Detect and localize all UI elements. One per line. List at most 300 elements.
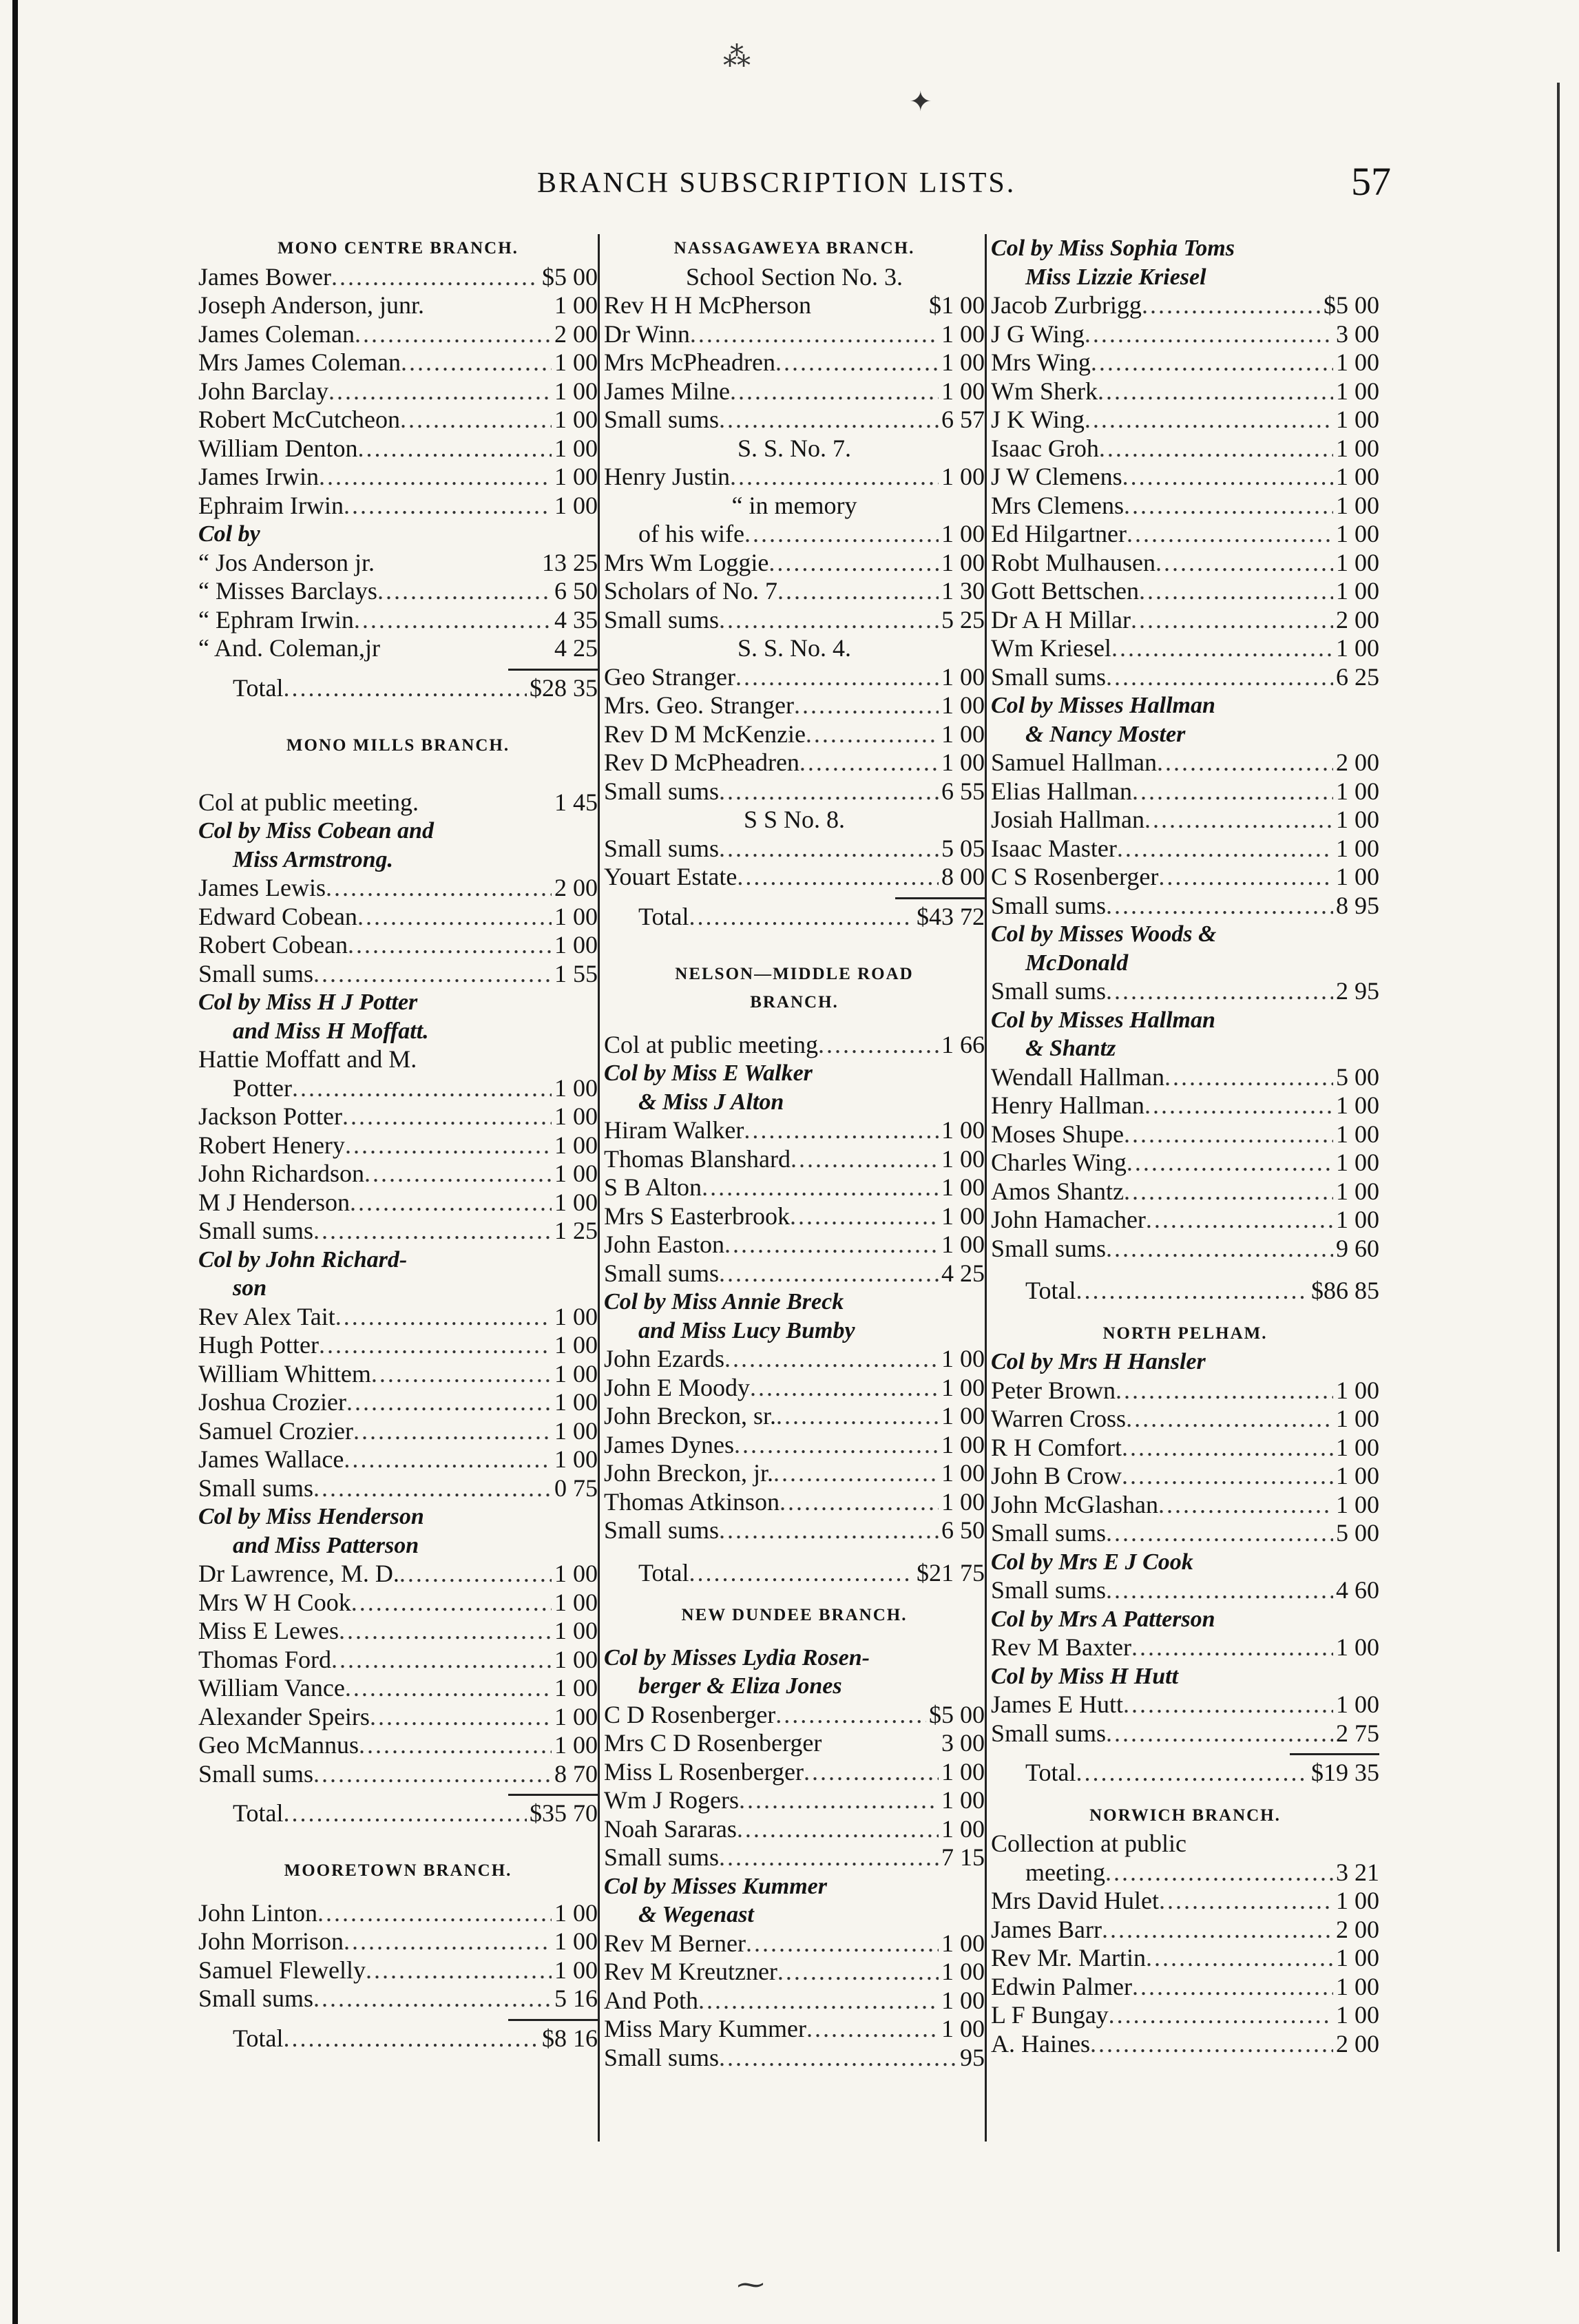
dot-leader: [313, 960, 552, 989]
subscriber-row: [991, 1434, 1379, 1463]
dot-leader: [358, 435, 552, 463]
subscriber-name: Rev H H McPherson: [604, 291, 811, 319]
dot-leader: [690, 320, 939, 349]
subscriber-row: [604, 377, 985, 406]
dot-leader: [734, 1431, 939, 1460]
subscriber-name: Small sums: [991, 1576, 1107, 1604]
dot-leader: [744, 1116, 939, 1145]
collector-note: Col by Miss H J Potter: [198, 990, 418, 1015]
subscriber-row: [604, 1173, 985, 1202]
subscriber-row: [991, 1859, 1379, 1887]
branch-heading: NORTH PELHAM.: [1102, 1323, 1268, 1343]
total-rule: [604, 892, 985, 903]
amount: 2 00: [1336, 2029, 1379, 2058]
amount: 1 00: [1336, 434, 1379, 462]
subscriber-name: Edward Cobean: [198, 902, 357, 930]
subscriber-row: [991, 1235, 1379, 1264]
dot-leader: [1122, 1434, 1333, 1463]
total-row: [198, 1799, 598, 1828]
subscriber-name: Small sums: [991, 891, 1107, 919]
amount: 1 00: [1336, 1149, 1379, 1176]
subscriber-name: “ Ephram Irwin: [198, 605, 354, 634]
subscriber-name: Henry Justin: [604, 463, 730, 490]
subscriber-row: [198, 1927, 598, 1956]
collector-note: son: [233, 1275, 267, 1301]
amount: 8 95: [1336, 891, 1379, 919]
subscriber-row: [198, 1074, 598, 1103]
dot-leader: [1139, 577, 1333, 606]
amount: 9 60: [1336, 1234, 1379, 1262]
amount: 1 00: [1336, 520, 1379, 547]
amount: 1 00: [554, 931, 598, 959]
subscriber-name: Miss E Lewes: [198, 1617, 339, 1644]
dot-leader: [776, 1402, 939, 1431]
subscriber-name: “ And. Coleman,jr: [198, 634, 380, 662]
dot-leader: [1111, 634, 1333, 663]
subscriber-row: [198, 492, 598, 521]
dot-leader: [1159, 1887, 1333, 1916]
dot-leader: [804, 1758, 939, 1787]
subscriber-row: [198, 263, 598, 292]
subscriber-name: James Barr: [991, 1915, 1102, 1943]
amount: $21 75: [917, 1558, 985, 1587]
subscriber-row: [198, 1331, 598, 1360]
list-text: Collection at public: [991, 1830, 1186, 1857]
dot-leader: [1146, 1944, 1333, 1973]
dot-leader: [719, 1843, 939, 1872]
dot-leader: [345, 1131, 552, 1160]
subscriber-row: [198, 788, 598, 817]
subscriber-row: [991, 1405, 1379, 1434]
branch-heading: MONO MILLS BRANCH.: [286, 735, 510, 755]
amount: $19 35: [1311, 1759, 1379, 1786]
dot-leader: [799, 749, 939, 777]
subscriber-name: Geo McMannus: [198, 1731, 359, 1759]
dot-leader: [292, 1074, 552, 1103]
amount: 4 25: [554, 634, 598, 662]
subscriber-name: Noah Sararas: [604, 1814, 737, 1843]
dot-leader: [750, 1374, 939, 1403]
dot-leader: [1106, 1235, 1333, 1264]
subscriber-name: James Bower: [198, 262, 331, 291]
amount: 1 00: [941, 1144, 985, 1173]
amount: 1 00: [554, 434, 598, 462]
subscriber-row: [604, 663, 985, 692]
subscriber-name: Amos Shantz: [991, 1177, 1124, 1205]
spacer: [198, 1885, 598, 1899]
dot-leader: [790, 1202, 939, 1231]
subscriber-name: meeting: [1025, 1858, 1105, 1886]
dot-leader: [350, 1189, 552, 1217]
subscriber-row: [991, 549, 1379, 578]
subscriber-row: [604, 1488, 985, 1517]
amount: 1 00: [941, 1231, 985, 1258]
subscriber-name: William Denton: [198, 434, 358, 462]
subscriber-row: [198, 1985, 598, 2013]
collector-note: Col by: [198, 521, 260, 547]
amount: 5 00: [1336, 1062, 1379, 1091]
amount: 2 00: [554, 874, 598, 901]
subscriber-row: [604, 1259, 985, 1288]
amount: $5 00: [929, 1700, 985, 1728]
subscriber-name: Joshua Crozier: [198, 1388, 346, 1416]
subscriber-name: Small sums: [604, 1516, 720, 1544]
subscriber-row: [991, 1063, 1379, 1092]
amount: 1 00: [1336, 863, 1379, 890]
dot-leader: [348, 931, 552, 960]
subscriber-row: [604, 1929, 985, 1958]
dot-leader: [730, 463, 939, 492]
dot-leader: [1131, 606, 1333, 635]
subscriber-name: Small sums: [604, 777, 720, 805]
subscriber-row: [991, 1206, 1379, 1235]
total-rule: [198, 2013, 598, 2024]
amount: 1 66: [941, 1030, 985, 1058]
subscriber-name: Mrs Wm Loggie: [604, 548, 769, 576]
subscriber-row: [198, 874, 598, 903]
dot-leader: [342, 1102, 552, 1131]
amount: 1 00: [941, 2015, 985, 2042]
dot-leader: [689, 1559, 914, 1588]
subscriber-row: [991, 435, 1379, 463]
subscriber-name: John Richardson: [198, 1160, 364, 1187]
amount: 1 00: [941, 348, 985, 376]
subscriber-row: [198, 1589, 598, 1618]
subscriber-row: [604, 2015, 985, 2044]
amount: 3 00: [1336, 320, 1379, 348]
subscriber-row: [991, 1091, 1379, 1120]
dot-leader: [1076, 1759, 1308, 1788]
total-rule: [198, 1788, 598, 1799]
subscriber-name: Miss L Rosenberger: [604, 1757, 804, 1786]
collector-note: Col by Miss Annie Breck: [604, 1289, 844, 1315]
amount: 1 00: [1336, 1490, 1379, 1518]
collector-note: Col by Misses Lydia Rosen-: [604, 1644, 870, 1671]
subscriber-row: [198, 348, 598, 377]
amount: 5 25: [941, 605, 985, 634]
subscriber-row: [198, 1417, 598, 1446]
collector-note: & Nancy Moster: [1025, 721, 1186, 747]
subscriber-row: [604, 1202, 985, 1231]
amount: 1 00: [554, 1702, 598, 1730]
dot-leader: [371, 1360, 552, 1389]
subscriber-row: [604, 577, 985, 606]
dot-leader: [331, 1646, 552, 1675]
branch-heading: NEW DUNDEE BRANCH.: [681, 1606, 908, 1624]
subscriber-name: Isaac Master: [991, 834, 1117, 862]
subscriber-row: [991, 1376, 1379, 1405]
dot-leader: [777, 577, 939, 606]
amount: 5 05: [941, 834, 985, 862]
subscriber-row: [198, 1303, 598, 1332]
subscriber-name: Samuel Hallman: [991, 749, 1157, 776]
amount: 1 00: [941, 1373, 985, 1401]
amount: 4 35: [554, 605, 598, 634]
subscriber-row: [198, 435, 598, 463]
subscriber-name: Small sums: [991, 1234, 1107, 1262]
amount: 1 00: [554, 1674, 598, 1702]
subscriber-row: [604, 291, 985, 320]
amount: 1 00: [1336, 1120, 1379, 1148]
subscriber-row: [604, 720, 985, 749]
amount: 1 00: [1336, 1206, 1379, 1233]
dot-leader: [399, 1560, 552, 1589]
subscriber-name: James Irwin: [198, 463, 319, 490]
amount: 1 00: [554, 348, 598, 376]
subscriber-name: Total: [233, 1799, 284, 1827]
subscriber-row: [198, 606, 598, 635]
column-left: [198, 234, 598, 2142]
dot-leader: [719, 406, 939, 435]
dot-leader: [366, 1956, 552, 1985]
subscriber-row: [991, 1719, 1379, 1748]
collector-note: Col by Misses Hallman: [991, 1007, 1215, 1033]
subscriber-row: [604, 1758, 985, 1787]
subscriber-row: [198, 1560, 598, 1589]
subscriber-name: Geo Stranger: [604, 662, 735, 691]
amount: $35 70: [530, 1799, 598, 1827]
subscriber-name: Edwin Palmer: [991, 1972, 1132, 2000]
dot-leader: [283, 1799, 527, 1828]
dot-leader: [400, 406, 552, 435]
subscriber-name: John Barclay: [198, 377, 328, 405]
list-text: “ in memory: [731, 491, 857, 519]
subscriber-row: [604, 520, 985, 549]
dot-leader: [1105, 1859, 1333, 1887]
dot-leader: [313, 1760, 552, 1789]
subscriber-row: [991, 977, 1379, 1006]
subscriber-row: [604, 1516, 985, 1545]
subscriber-name: John B Crow: [991, 1462, 1122, 1489]
subscriber-row: [604, 1786, 985, 1815]
dot-leader: [1124, 1120, 1333, 1149]
amount: 1 00: [941, 1173, 985, 1201]
dot-leader: [319, 463, 552, 492]
spacer: [987, 1788, 1379, 1801]
dot-leader: [719, 606, 939, 635]
dot-leader: [719, 835, 939, 863]
running-title: BRANCH SUBSCRIPTION LISTS.: [537, 167, 1016, 199]
subscriber-row: [198, 463, 598, 492]
spacer: [198, 760, 598, 788]
subscriber-name: Mrs David Hulet: [991, 1887, 1159, 1914]
subscriber-row: [991, 2030, 1379, 2059]
amount: 6 25: [1336, 662, 1379, 691]
subscriber-name: of his wife: [638, 520, 744, 547]
subscriber-name: Small sums: [198, 1759, 314, 1788]
subscriber-name: Small sums: [198, 959, 314, 987]
subscriber-name: Small sums: [604, 1259, 720, 1287]
dot-leader: [364, 1160, 552, 1189]
subscriber-row: [198, 577, 598, 606]
subscriber-name: Mrs C D Rosenberger: [604, 1729, 822, 1757]
dot-leader: [719, 1259, 939, 1288]
subscriber-name: Mrs McPheadren: [604, 348, 775, 376]
subscriber-name: J G Wing: [991, 320, 1085, 348]
subscriber-name: Samuel Flewelly: [198, 1956, 366, 1984]
dot-leader: [331, 263, 539, 292]
subscriber-row: [198, 1217, 598, 1246]
dot-leader: [1158, 863, 1333, 892]
subscriber-name: Col at public meeting.: [198, 788, 419, 816]
spacer: [600, 931, 985, 960]
subscriber-row: [991, 1177, 1379, 1206]
subscriber-row: [198, 1360, 598, 1389]
print-speck: ✦: [909, 86, 932, 118]
subscriber-name: Small sums: [991, 1719, 1107, 1747]
print-speck: ⁂: [723, 41, 751, 73]
amount: 1 00: [1336, 491, 1379, 519]
dot-leader: [724, 1345, 939, 1374]
amount: 2 00: [554, 320, 598, 348]
total-row: [198, 674, 598, 703]
amount: 1 00: [554, 291, 598, 319]
total-row: [604, 1559, 985, 1588]
amount: 1 45: [554, 788, 598, 816]
amount: 1 00: [941, 1757, 985, 1786]
dot-leader: [737, 1815, 939, 1844]
total-rule: [198, 663, 598, 674]
subscriber-row: [991, 1576, 1379, 1605]
subscriber-name: Peter Brown: [991, 1376, 1116, 1404]
subscriber-name: William Vance: [198, 1674, 345, 1702]
subscriber-row: [198, 1760, 598, 1789]
subscriber-row: [604, 406, 985, 435]
amount: 1 00: [1336, 2001, 1379, 2029]
amount: 1 00: [1336, 1690, 1379, 1718]
dot-leader: [1109, 2001, 1333, 2030]
dot-leader: [744, 520, 939, 549]
subscriber-row: [991, 1633, 1379, 1662]
page-header: [179, 158, 1391, 213]
subscriber-name: Dr A H Millar: [991, 605, 1131, 634]
subscriber-name: A. Haines: [991, 2029, 1090, 2058]
subscriber-name: Mrs Clemens: [991, 491, 1124, 519]
dot-leader: [1156, 549, 1333, 578]
collector-note: Col by Miss Cobean and: [198, 818, 434, 844]
amount: 1 00: [1336, 1633, 1379, 1661]
amount: 1 00: [554, 1588, 598, 1616]
dot-leader: [719, 777, 939, 806]
subscriber-row: [198, 634, 598, 663]
collector-note: Col by Misses Kummer: [604, 1873, 827, 1899]
subscriber-name: James Dynes: [604, 1430, 734, 1458]
dot-leader: [1127, 1149, 1333, 1177]
amount: 1 00: [554, 1645, 598, 1673]
subscriber-row: [198, 320, 598, 349]
amount: 1 00: [941, 1345, 985, 1372]
subscriber-name: Robert Cobean: [198, 931, 348, 959]
subscriber-name: Total: [233, 673, 284, 702]
amount: 4 60: [1336, 1576, 1379, 1604]
subscriber-name: Thomas Atkinson: [604, 1487, 780, 1516]
dot-leader: [1131, 1633, 1333, 1662]
dot-leader: [344, 1445, 552, 1474]
subscriber-name: Henry Hallman: [991, 1091, 1144, 1119]
subscriber-row: [604, 1701, 985, 1730]
subscriber-row: [198, 1189, 598, 1217]
subscriber-row: [198, 377, 598, 406]
amount: 1 00: [554, 1188, 598, 1216]
subscriber-name: Rev Mr. Martin: [991, 1944, 1146, 1971]
subscriber-name: Small sums: [991, 662, 1107, 691]
dot-leader: [1098, 377, 1333, 406]
subscriber-name: Total: [233, 2024, 284, 2052]
subscriber-name: Small sums: [604, 2043, 720, 2071]
dot-leader: [1090, 2030, 1333, 2059]
subscriber-name: Mrs. Geo. Stranger: [604, 691, 794, 719]
amount: $1 00: [929, 291, 985, 319]
amount: 7 15: [941, 1843, 985, 1871]
subscriber-name: Miss Mary Kummer: [604, 2015, 806, 2042]
dot-leader: [689, 903, 914, 932]
amount: 1 00: [941, 1116, 985, 1144]
subscriber-name: Small sums: [604, 605, 720, 634]
amount: 1 00: [1336, 1944, 1379, 1971]
subscriber-name: William Whittem: [198, 1359, 371, 1388]
subscriber-row: [604, 863, 985, 892]
collector-note: & Wegenast: [638, 1902, 754, 1927]
dot-leader: [326, 874, 552, 903]
subscriber-row: [198, 1474, 598, 1503]
dot-leader: [719, 2044, 957, 2073]
subscriber-row: [991, 291, 1379, 320]
amount: 13 25: [542, 548, 598, 576]
subscriber-row: [198, 1703, 598, 1732]
total-row: [991, 1759, 1379, 1788]
subscriber-name: Robert Henery: [198, 1131, 345, 1159]
subscriber-row: [604, 835, 985, 863]
subscriber-name: Mrs Wing: [991, 348, 1091, 376]
subscriber-name: Dr Winn: [604, 320, 690, 348]
column-right: [985, 234, 1379, 2142]
amount: 1 00: [1336, 634, 1379, 662]
dot-leader: [359, 1731, 552, 1760]
subscriber-name: Dr Lawrence, M. D.: [198, 1560, 399, 1587]
subscriber-name: M J Henderson: [198, 1188, 350, 1216]
branch-heading: NELSON—MIDDLE ROAD: [675, 964, 914, 983]
total-row: [198, 2024, 598, 2053]
dot-leader: [313, 1217, 552, 1246]
subscriber-name: Isaac Groh: [991, 434, 1099, 462]
subscriber-name: John McGlashan: [991, 1490, 1158, 1518]
subscriber-name: James Coleman: [198, 320, 355, 348]
amount: 1 00: [1336, 806, 1379, 833]
list-text: S. S. No. 4.: [737, 634, 852, 662]
spacer: [600, 1545, 985, 1559]
amount: 1 00: [554, 1131, 598, 1159]
dot-leader: [1102, 1916, 1333, 1945]
dot-leader: [319, 1331, 552, 1360]
dot-leader: [746, 1929, 939, 1958]
subscriber-name: Rev D M McKenzie: [604, 720, 806, 748]
amount: $5 00: [1324, 291, 1379, 319]
dot-leader: [1126, 1405, 1333, 1434]
subscriber-row: [604, 320, 985, 349]
branch-heading: MOORETOWN BRANCH.: [284, 1861, 512, 1880]
amount: 1 00: [1336, 1433, 1379, 1461]
amount: 1 00: [1336, 1972, 1379, 2000]
column-middle: [598, 234, 985, 2142]
dot-leader: [1106, 1719, 1333, 1748]
subscriber-name: “ Jos Anderson jr.: [198, 548, 375, 576]
subscriber-name: Jacob Zurbrigg: [991, 291, 1142, 319]
dot-leader: [1106, 663, 1333, 692]
subscriber-name: “ Misses Barclays: [198, 577, 377, 605]
subscriber-row: [991, 406, 1379, 435]
dot-leader: [1164, 1063, 1333, 1092]
subscriber-row: [991, 1462, 1379, 1491]
